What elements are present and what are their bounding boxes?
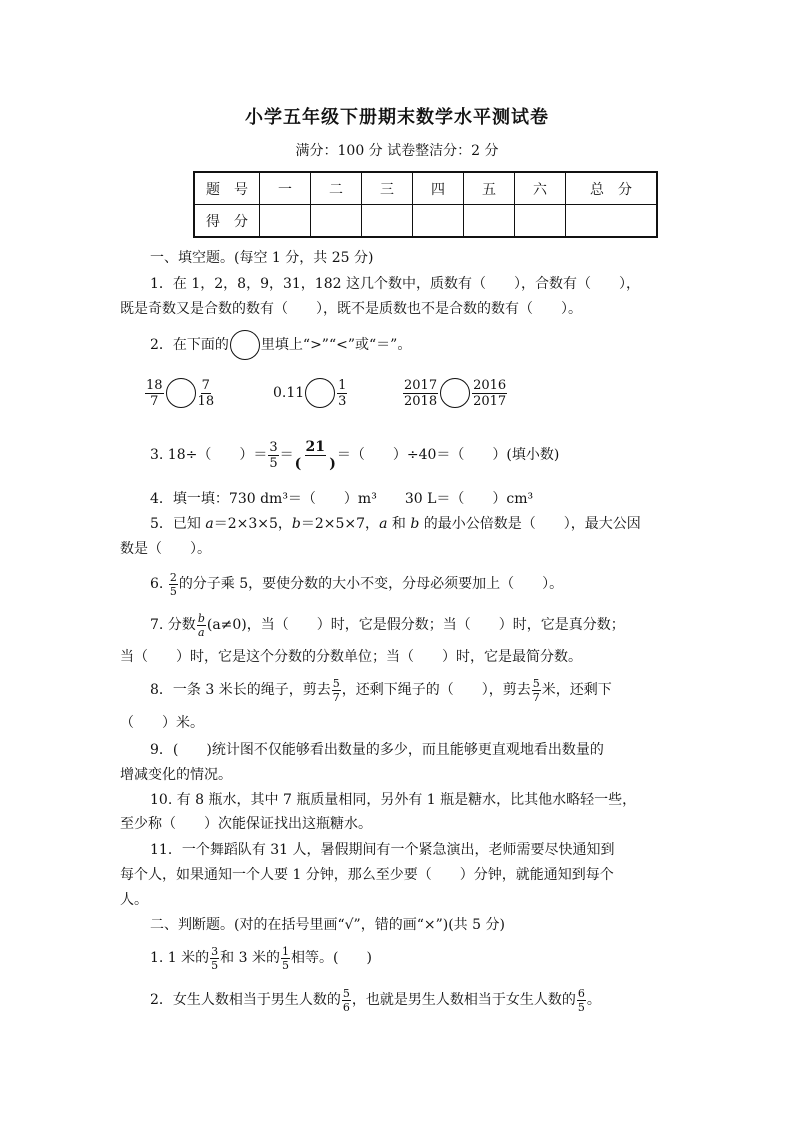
- score-table-header-row: [194, 172, 657, 205]
- table-cell: 六: [515, 172, 566, 205]
- question-3: 3. 18÷（ ）＝ $\frac{3}{5}$ ＝ $\frac{21}{( )}$ ＝（ ）÷40＝（ ）(填小数): [150, 438, 560, 472]
- table-cell: 三: [362, 172, 413, 205]
- fraction: $\frac{5}{7}$: [532, 676, 540, 704]
- judge-question-1: 1. 1 米的 $\frac{3}{5}$ 和 3 米的 $\frac{1}{5}$ 相等。( ): [150, 944, 372, 972]
- blank-circle: [230, 330, 260, 360]
- fraction: $\frac{2}{5}$: [169, 570, 177, 598]
- score-cell[interactable]: [515, 205, 566, 238]
- question-11-line1: 11．一个舞蹈队有 31 人，暑假期间有一个紧急演出，老师需要尽快通知到: [150, 842, 615, 858]
- score-cell[interactable]: [311, 205, 362, 238]
- question-2-item-c: [402, 374, 508, 412]
- score-cell[interactable]: [464, 205, 515, 238]
- fraction: $\frac{2017}{2018}$: [404, 377, 438, 409]
- question-11-line2: 每个人，如果通知一个人要 1 分钟，那么至少要（ ）分钟，就能通知到每个: [120, 867, 614, 883]
- question-2-item-a: [144, 374, 215, 412]
- table-cell: 五: [464, 172, 515, 205]
- question-8-line1: 8．一条 3 米长的绳子，剪去 $\frac{5}{7}$ ，还剩下绳子的（ ），剪去 $\frac{5}{7}$ 米，还剩下: [150, 676, 612, 704]
- table-cell: 四: [413, 172, 464, 205]
- question-7-line1: 7. 分数 $\frac{b}{a}$ (a≠0)，当（ ）时，它是假分数；当（ ）时，它是真分数；: [150, 611, 625, 639]
- fraction: $\frac{3}{5}$: [269, 439, 278, 471]
- question-6: 6. $\frac{2}{5}$ 的分子乘 5，要使分数的大小不变，分母必须要加上（ ）。: [150, 570, 564, 598]
- question-9-line1: 9．( )统计图不仅能够看出数量的多少，而且能够更直观地看出数量的: [150, 742, 604, 758]
- fraction: $\frac{18}{7}$: [146, 377, 163, 409]
- question-5-line1: 5．已知 a＝2×3×5，b＝2×5×7，a 和 b 的最小公倍数是（ ），最大公因: [150, 516, 641, 532]
- score-cell[interactable]: [566, 205, 658, 238]
- section2-heading: 二、判断题。(对的在括号里画“√”，错的画“×”)(共 5 分): [150, 917, 505, 933]
- fraction: $\frac{6}{5}$: [577, 986, 585, 1014]
- question-8-line2: （ ）米。: [120, 715, 204, 731]
- fraction: $\frac{1}{5}$: [281, 944, 289, 972]
- question-1-line1: 1．在 1，2，8，9，31，182 这几个数中，质数有（ ），合数有（ ），: [150, 276, 640, 292]
- question-10-line2: 至少称（ ）次能保证找出这瓶糖水。: [120, 816, 372, 832]
- score-table: [193, 171, 658, 238]
- score-cell[interactable]: [413, 205, 464, 238]
- question-10-line1: 10. 有 8 瓶水，其中 7 瓶质量相同，另外有 1 瓶是糖水，比其他水略轻一些，: [150, 792, 637, 808]
- fraction: $\frac{5}{6}$: [342, 986, 350, 1014]
- fraction: $\frac{21}{( )}$: [294, 438, 336, 472]
- fraction: $\frac{3}{5}$: [211, 944, 219, 972]
- question-2: 2．在下面的 里填上“>”“<”或“＝”。: [150, 330, 411, 360]
- compare-circle[interactable]: [166, 378, 196, 408]
- fraction: $\frac{7}{18}$: [197, 377, 215, 409]
- score-info: 满分：100 分 试卷整洁分：2 分: [295, 143, 499, 159]
- question-7-line2: 当（ ）时，它是这个分数的分数单位；当（ ）时，它是最简分数。: [120, 649, 582, 665]
- fraction: $\frac{2016}{2017}$: [473, 377, 507, 409]
- fraction: $\frac{5}{7}$: [332, 676, 340, 704]
- section1-heading: 一、填空题。(每空 1 分，共 25 分): [150, 250, 374, 266]
- question-11-line3: 人。: [120, 892, 148, 908]
- fraction: $\frac{1}{3}$: [338, 377, 347, 409]
- table-cell: 题 号: [194, 172, 260, 205]
- table-cell: 二: [311, 172, 362, 205]
- score-cell[interactable]: [362, 205, 413, 238]
- compare-circle[interactable]: [305, 378, 335, 408]
- score-table-score-row: [194, 205, 657, 238]
- question-9-line2: 增减变化的情况。: [120, 767, 232, 783]
- question-5-line2: 数是（ ）。: [120, 541, 211, 557]
- fraction: $\frac{b}{a}$: [197, 611, 205, 639]
- table-cell: 总 分: [566, 172, 658, 205]
- question-2-item-b: 0.11 $\frac{1}{3}$: [273, 377, 347, 409]
- page-title: 小学五年级下册期末数学水平测试卷: [245, 107, 549, 128]
- table-cell: 得 分: [194, 205, 260, 238]
- table-cell: 一: [260, 172, 311, 205]
- question-1-line2: 既是奇数又是合数的数有（ ），既不是质数也不是合数的数有（ ）。: [120, 301, 582, 317]
- compare-circle[interactable]: [440, 378, 470, 408]
- judge-question-2: 2．女生人数相当于男生人数的 $\frac{5}{6}$ ，也就是男生人数相当于女生人数的 $\frac{6}{5}$ 。: [150, 986, 601, 1014]
- score-cell[interactable]: [260, 205, 311, 238]
- question-4: 4．填一填：730 dm³＝（ ）m³ 30 L＝（ ）cm³: [150, 491, 534, 507]
